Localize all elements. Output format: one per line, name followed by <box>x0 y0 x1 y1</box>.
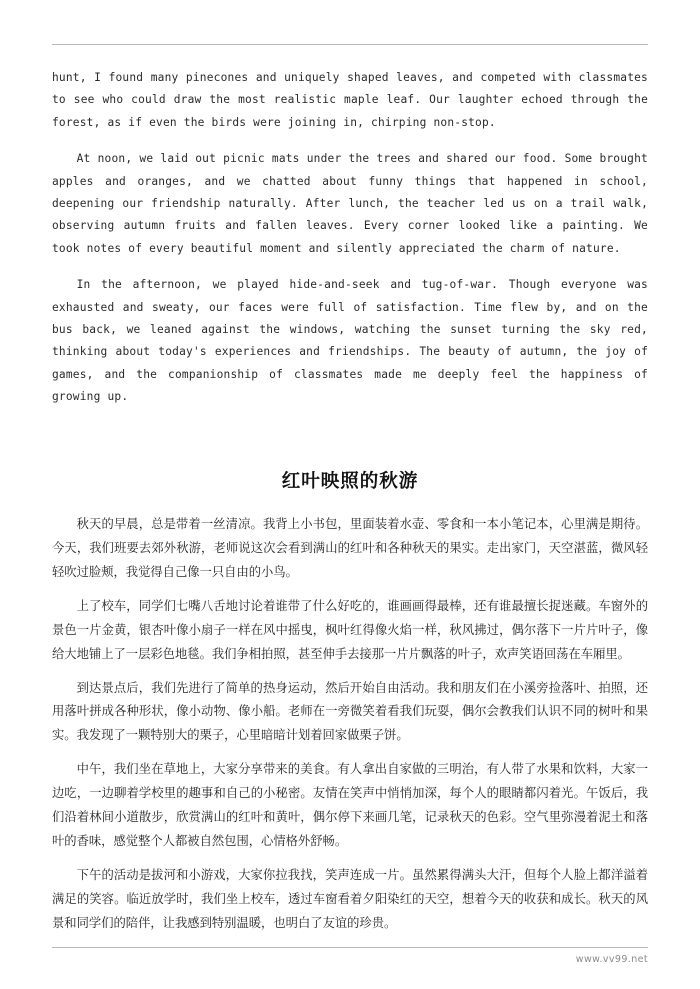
paragraph-chinese-4: 中午，我们坐在草地上，大家分享带来的美食。有人拿出自家做的三明治，有人带了水果和饮料，大家一边吃，一边聊着学校里的趣事和自己的小秘密。友情在笑声中悄悄加深，每个人的眼睛都闪着光。午饭后，我们沿着林间小道散步，欣赏满山的红叶和黄叶，偶尔停下来画几笔，记录秋天的色彩。空气里弥漫着泥土和落叶的香味，感觉整个人都被自然包围，心情格外舒畅。 <box>52 762 648 849</box>
page-footer <box>52 947 648 965</box>
page-title: 红叶映照的秋游 <box>281 470 419 492</box>
paragraph-english-3: In the afternoon, we played hide-and-seek and tug-of-war. Though everyone was exhausted and sweaty, our faces were full of satisfaction. Time flew by, and on the bus back, we leaned against the windows, watching the sunset turning the sky red, thinking about today's experiences and friendships. The beauty of autumn, the joy of games, and the companionship of classmates made me deeply feel the happiness of growing up. <box>52 278 648 404</box>
section-spacer <box>52 423 648 467</box>
paragraph-chinese-5: 下午的活动是拔河和小游戏，大家你拉我找，笑声连成一片。虽然累得满头大汗，但每个人脸上都洋溢着满足的笑容。临近放学时，我们坐上校车，透过车窗看着夕阳染红的天空，想着今天的收获和成长。秋天的风景和同学们的陪伴，让我感到特别温暖，也明白了友谊的珍贵。 <box>52 868 648 931</box>
paragraph-english-1: hunt, I found many pinecones and uniquely shaped leaves, and competed with classmates to see who could draw the most realistic maple leaf. Our laughter echoed through the forest, as if even the birds were joining in, chirping non-stop. <box>52 71 648 129</box>
paragraph-chinese-1: 秋天的早晨，总是带着一丝清凉。我背上小书包，里面装着水壶、零食和一本小笔记本，心里满是期待。今天，我们班要去郊外秋游，老师说这次会看到满山的红叶和各种秋天的果实。走出家门，天空湛蓝，微风轻轻吹过脸颊，我觉得自己像一只自由的小鸟。 <box>52 516 648 579</box>
paragraph-chinese-3: 到达景点后，我们先进行了简单的热身运动，然后开始自由活动。我和朋友们在小溪旁捡落叶、拍照，还用落叶拼成各种形状，像小动物、像小船。老师在一旁微笑着看我们玩耍，偶尔会教我们认识不同的树叶和果实。我发现了一颗特别大的栗子，心里暗暗计划着回家做栗子饼。 <box>52 680 648 743</box>
paragraph-chinese-2: 上了校车，同学们七嘴八舌地讨论着谁带了什么好吃的，谁画画得最棒，还有谁最擅长捉迷藏。车窗外的景色一片金黄，银杏叶像小扇子一样在风中摇曳，枫叶红得像火焰一样，秋风拂过，偶尔落下一片片叶子，像给大地铺上了一层彩色地毯。我们争相拍照，甚至伸手去接那一片片飘落的叶子，欢声笑语回荡在车厢里。 <box>52 598 648 661</box>
top-divider <box>52 44 648 45</box>
paragraph-english-2: At noon, we laid out picnic mats under the trees and shared our food. Some brought apples and oranges, and we chatted about funny things that happened in school, deepening our friendship naturally. After lunch, the teacher led us on a trail walk, observing autumn fruits and fallen leaves. Every corner looked like a painting. We took notes of every beautiful moment and silently appreciated the charm of nature. <box>52 152 648 255</box>
footer-divider <box>52 947 648 948</box>
footer-website: www.vv99.net <box>575 954 648 965</box>
